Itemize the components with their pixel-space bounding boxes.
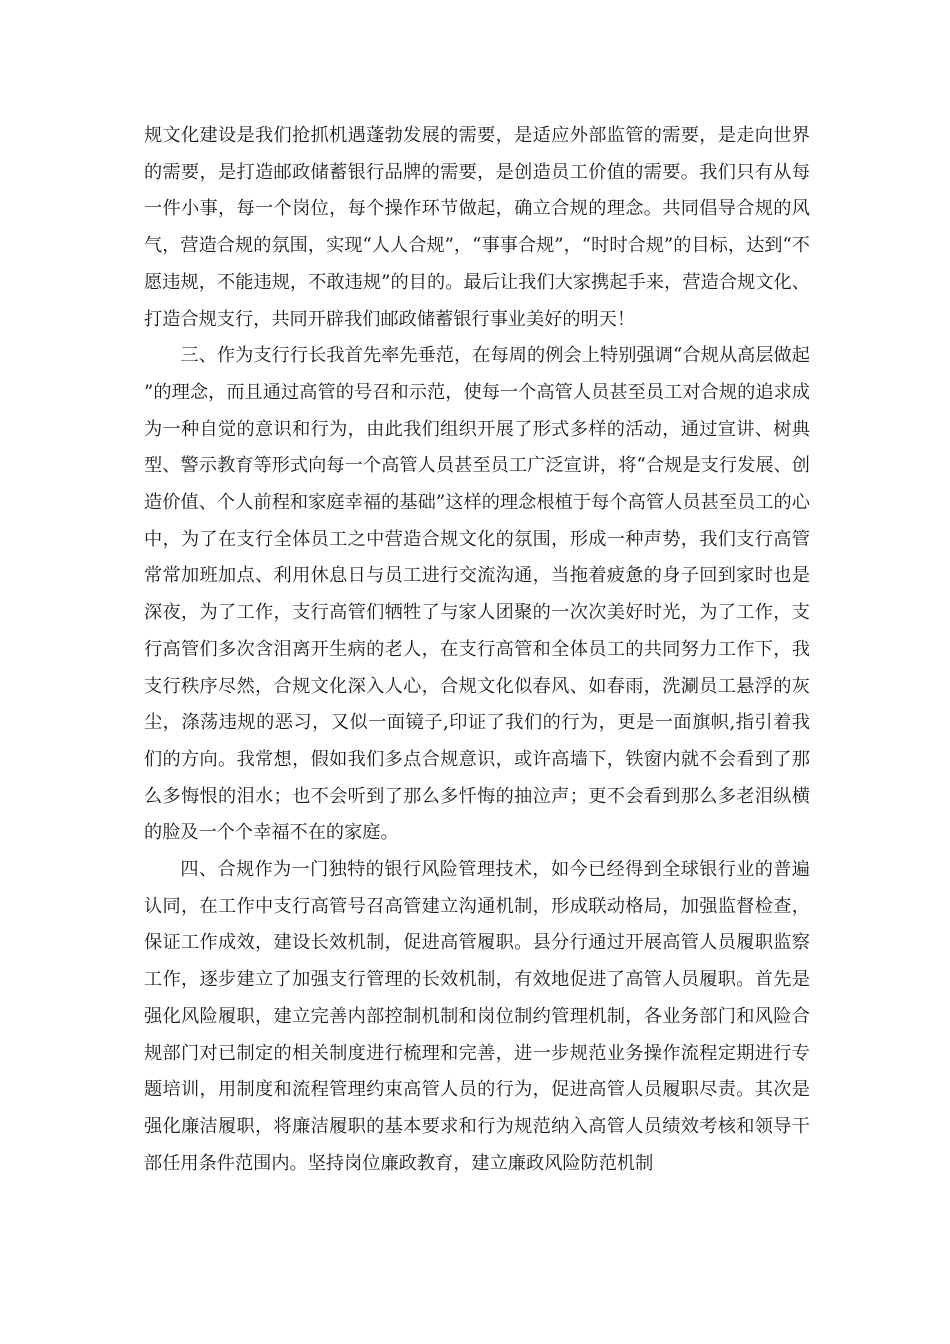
document-body xyxy=(144,118,810,1182)
paragraph-3: 四、合规作为一门独特的银行风险管理技术，如今已经得到全球银行业的普遍认同，在工作中支行高管号召高管建立沟通机制，形成联动格局，加强监督检查，保证工作成效，建设长效机制，促进高管履职。县分行通过开展高管人员履职监察工作，逐步建立了加强支行管理的长效机制，有效地促进了高管人员履职。首先是强化风险履职，建立完善内部控制机制和岗位制约管理机制，各业务部门和风险合规部门对已制定的相关制度进行梳理和完善，进一步规范业务操作流程定期进行专题培训，用制度和流程管理约束高管人员的行为，促进高管人员履职尽责。其次是强化廉洁履职，将廉洁履职的基本要求和行为规范纳入高管人员绩效考核和领导干部任用条件范围内。坚持岗位廉政教育，建立廉政风险防范机制 xyxy=(144,859,810,1174)
paragraph-2: 三、作为支行行长我首先率先垂范，在每周的例会上特别强调“合规从高层做起”的理念，而且通过高管的号召和示范，使每一个高管人员甚至员工对合规的追求成为一种自觉的意识和行为，由此我们组织开展了形式多样的活动，通过宣讲、树典型、警示教育等形式向每一个高管人员甚至员工广泛宣讲，将“合规是支行发展、创造价值、个人前程和家庭幸福的基础”这样的理念根植于每个高管人员甚至员工的心中，为了在支行全体员工之中营造合规文化的氛围，形成一种声势，我们支行高管常常加班加点、利用休息日与员工进行交流沟通，当拖着疲惫的身子回到家时也是深夜，为了工作，支行高管们牺牲了与家人团聚的一次次美好时光，为了工作，支行高管们多次含泪离开生病的老人，在支行高管和全体员工的共同努力工作下，我支行秩序尽然，合规文化深入人心，合规文化似春风、如春雨，洗涮员工悬浮的灰尘，涤荡违规的恶习，又似一面镜子,印证了我们的行为，更是一面旗帜,指引着我们的方向。我常想，假如我们多点合规意识，或许高墙下，铁窗内就不会看到了那么多悔恨的泪水；也不会听到了那么多忏悔的抽泣声；更不会看到那么多老泪纵横的脸及一个个幸福不在的家庭。 xyxy=(144,345,810,844)
paragraph-1: 规文化建设是我们抢抓机遇蓬勃发展的需要，是适应外部监管的需要，是走向世界的需要，是打造邮政储蓄银行品牌的需要，是创造员工价值的需要。我们只有从每一件小事，每一个岗位，每个操作环节做起，确立合规的理念。共同倡导合规的风气，营造合规的氛围，实现“人人合规”，“事事合规”，“时时合规”的目标，达到“不愿违规，不能违规，不敢违规”的目的。最后让我们大家携起手来，营造合规文化、打造合规支行，共同开辟我们邮政储蓄银行事业美好的明天！ xyxy=(144,125,810,330)
